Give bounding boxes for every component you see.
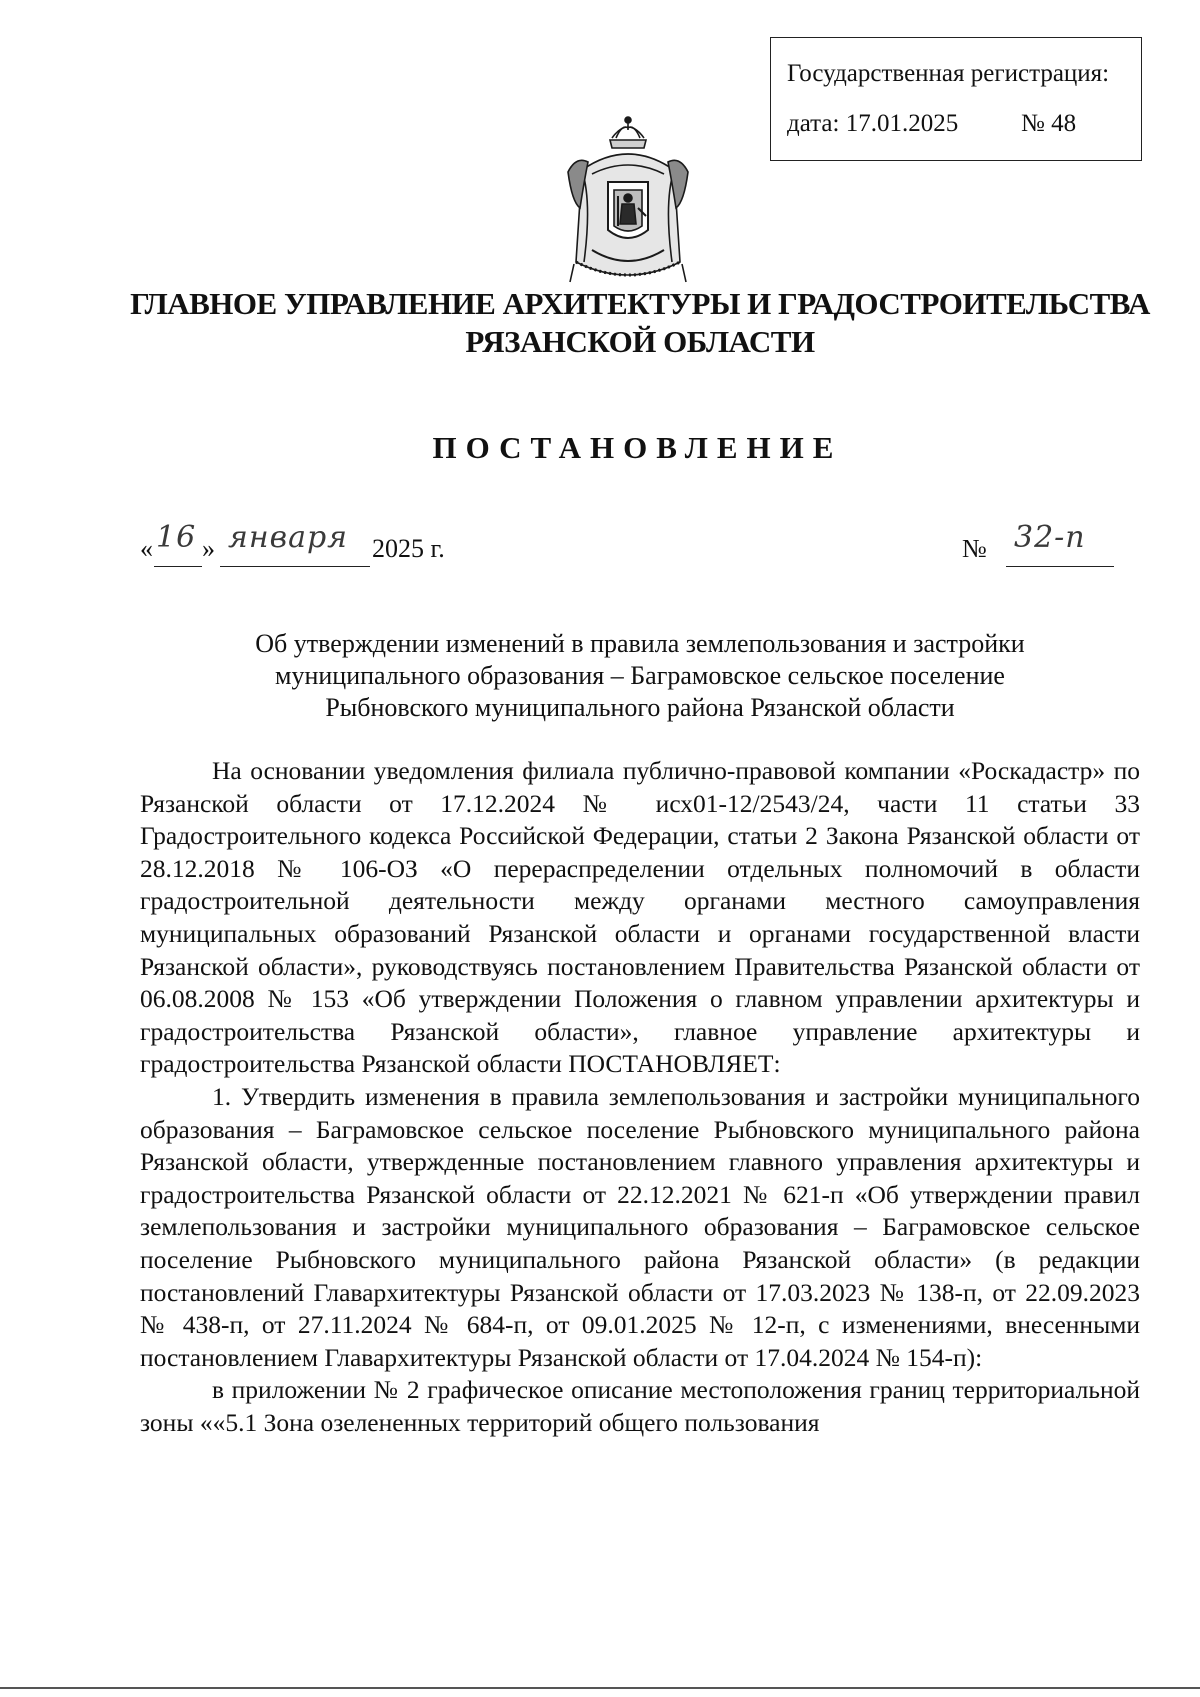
document-type-title: ПОСТАНОВЛЕНИЕ [432, 430, 843, 465]
decree-number [962, 520, 1086, 564]
decree-date [140, 520, 500, 574]
body-paragraph-2: 1. Утвердить изменения в правила землепользования и застройки муниципального образования – Баграмовское сельское поселение Рыбновского муниципального района Рязанской области, утвержденные постановлением главного управления архитектуры и градостроительства Рязанской области от 22.12.2021 № 621-п «Об утверждении правил землепользования и застройки муниципального образования – Баграмовское сельское поселение Рыбновского муниципального района Рязанской области» (в редакции постановлений Главархитектуры Рязанской области от 17.03.2023 № 138-п, от 22.09.2023 № 438-п, от 27.11.2024 № 684-п, от 09.01.2025 № 12-п, с изменениями, внесенными постановлением Главархитектуры Рязанской области от 17.04.2024 № 154-п): [140, 1081, 1140, 1372]
organization-name-line-2: РЯЗАНСКОЙ ОБЛАСТИ [465, 324, 815, 359]
registration-stamp [770, 37, 1142, 161]
month-underline [220, 566, 370, 567]
subject-line-2: муниципального образования – Баграмовское сельское поселение [275, 661, 1005, 690]
body-paragraph-3: в приложении № 2 графическое описание местоположения границ территориальной зоны ««5.1 Зона озелененных территорий общего пользования [140, 1375, 1140, 1437]
organization-name-line-1: ГЛАВНОЕ УПРАВЛЕНИЕ АРХИТЕКТУРЫ И ГРАДОСТРОИТЕЛЬСТВА [130, 286, 1150, 321]
page-bottom-edge [0, 1687, 1200, 1689]
registration-number: № 48 [1021, 110, 1077, 137]
handwritten-day: 16 [156, 520, 197, 555]
handwritten-month: января [228, 520, 349, 555]
decree-year: 2025 г. [372, 534, 445, 563]
registration-date: дата: 17.01.2025 [787, 110, 959, 137]
subject-line-1: Об утверждении изменений в правила землепользования и застройки [255, 629, 1025, 658]
number-underline [1006, 566, 1114, 567]
day-underline [154, 566, 202, 567]
decree-body [140, 755, 1140, 1439]
decree-number-label: № [962, 534, 987, 563]
decree-subject [140, 628, 1140, 724]
handwritten-number: 32-п [1014, 520, 1086, 555]
coat-of-arms-icon [562, 112, 694, 288]
quote-close: » [202, 534, 215, 563]
registration-title: Государственная регистрация: [787, 60, 1110, 87]
body-paragraph-1: На основании уведомления филиала публично-правовой компании «Роскадастр» по Рязанской области от 17.12.2024 № исх01-12/2543/24, части 11 статьи 33 Градостроительного кодекса Российской Федерации, статьи 2 Закона Рязанской области от 28.12.2018 № 106-ОЗ «О перераспределении отдельных полномочий в области градостроительной деятельности между органами местного самоуправления муниципальных образований Рязанской области и органами государственной власти Рязанской области», руководствуясь постановлением Правительства Рязанской области от 06.08.2008 № 153 «Об утверждении Положения о главном управлении архитектуры и градостроительства Рязанской области», главное управление архитектуры и градостроительства Рязанской области ПОСТАНОВЛЯЕТ: [140, 756, 1140, 1079]
quote-open: « [140, 534, 153, 563]
subject-line-3: Рыбновского муниципального района Рязанской области [325, 693, 955, 722]
